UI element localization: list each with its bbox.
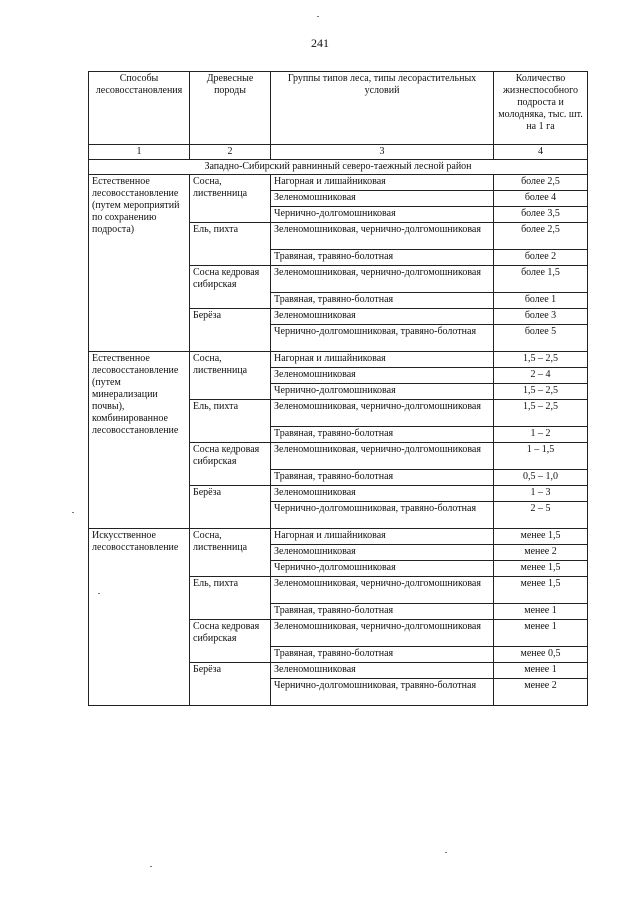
forest-type-cell: Зеленомошниковая bbox=[271, 663, 494, 679]
quantity-cell: менее 1 bbox=[494, 620, 588, 647]
species-cell: Сосна, лиственница bbox=[190, 175, 271, 223]
column-number: 1 bbox=[89, 145, 190, 160]
table-row bbox=[89, 352, 588, 368]
method-cell: Естественное лесовосстановление (путем мероприятий по сохранению подроста) bbox=[89, 175, 190, 352]
table-body bbox=[89, 175, 588, 706]
forest-type-cell: Нагорная и лишайниковая bbox=[271, 529, 494, 545]
quantity-cell: 1 – 1,5 bbox=[494, 443, 588, 470]
column-number: 4 bbox=[494, 145, 588, 160]
quantity-cell: более 4 bbox=[494, 191, 588, 207]
forest-type-cell: Травяная, травяно-болотная bbox=[271, 470, 494, 486]
region-row bbox=[89, 160, 588, 175]
forest-type-cell: Чернично-долгомошниковая, травяно-болотная bbox=[271, 502, 494, 529]
quantity-cell: менее 1,5 bbox=[494, 577, 588, 604]
forest-type-cell: Травяная, травяно-болотная bbox=[271, 647, 494, 663]
method-cell: Естественное лесовосстановление (путем минерализации почвы), комбинированное лесовосстановление bbox=[89, 352, 190, 529]
forest-type-cell: Зеленомошниковая, чернично-долгомошниковая bbox=[271, 620, 494, 647]
quantity-cell: 1,5 – 2,5 bbox=[494, 384, 588, 400]
table-header-row bbox=[89, 72, 588, 145]
quantity-cell: 2 – 5 bbox=[494, 502, 588, 529]
quantity-cell: более 2,5 bbox=[494, 175, 588, 191]
quantity-cell: менее 2 bbox=[494, 545, 588, 561]
species-cell: Ель, пихта bbox=[190, 577, 271, 620]
quantity-cell: более 2 bbox=[494, 250, 588, 266]
species-cell: Сосна, лиственница bbox=[190, 529, 271, 577]
forest-type-cell: Чернично-долгомошниковая, травяно-болотная bbox=[271, 325, 494, 352]
header-species: Древесные породы bbox=[190, 72, 271, 145]
forest-type-cell: Зеленомошниковая bbox=[271, 309, 494, 325]
quantity-cell: более 5 bbox=[494, 325, 588, 352]
quantity-cell: 2 – 4 bbox=[494, 368, 588, 384]
quantity-cell: менее 1 bbox=[494, 604, 588, 620]
forest-type-cell: Чернично-долгомошниковая bbox=[271, 207, 494, 223]
scan-speck bbox=[72, 512, 74, 513]
page-number: 241 bbox=[311, 36, 329, 50]
quantity-cell: 0,5 – 1,0 bbox=[494, 470, 588, 486]
forest-type-cell: Чернично-долгомошниковая bbox=[271, 384, 494, 400]
forest-type-cell: Зеленомошниковая bbox=[271, 545, 494, 561]
header-methods: Способы лесовосстановления bbox=[89, 72, 190, 145]
quantity-cell: 1,5 – 2,5 bbox=[494, 352, 588, 368]
quantity-cell: более 1,5 bbox=[494, 266, 588, 293]
forest-type-cell: Зеленомошниковая, чернично-долгомошниковая bbox=[271, 223, 494, 250]
quantity-cell: менее 1,5 bbox=[494, 529, 588, 545]
forest-type-cell: Травяная, травяно-болотная bbox=[271, 293, 494, 309]
header-forest-types: Группы типов леса, типы лесорастительных условий bbox=[271, 72, 494, 145]
quantity-cell: менее 2 bbox=[494, 679, 588, 706]
quantity-cell: 1,5 – 2,5 bbox=[494, 400, 588, 427]
method-cell: Искусственное лесовосстановление bbox=[89, 529, 190, 706]
quantity-cell: 1 – 2 bbox=[494, 427, 588, 443]
regeneration-table bbox=[88, 71, 588, 706]
forest-type-cell: Травяная, травяно-болотная bbox=[271, 427, 494, 443]
quantity-cell: менее 1 bbox=[494, 663, 588, 679]
column-number-row bbox=[89, 145, 588, 160]
forest-type-cell: Травяная, травяно-болотная bbox=[271, 604, 494, 620]
species-cell: Сосна, лиственница bbox=[190, 352, 271, 400]
forest-type-cell: Зеленомошниковая, чернично-долгомошниковая bbox=[271, 400, 494, 427]
table-row bbox=[89, 529, 588, 545]
quantity-cell: более 2,5 bbox=[494, 223, 588, 250]
quantity-cell: менее 0,5 bbox=[494, 647, 588, 663]
species-cell: Берёза bbox=[190, 663, 271, 706]
forest-type-cell: Нагорная и лишайниковая bbox=[271, 352, 494, 368]
species-cell: Сосна кедровая сибирская bbox=[190, 443, 271, 486]
quantity-cell: более 3,5 bbox=[494, 207, 588, 223]
scan-speck bbox=[317, 16, 319, 17]
species-cell: Сосна кедровая сибирская bbox=[190, 620, 271, 663]
region-title: Западно-Сибирский равнинный северо-таежный лесной район bbox=[89, 160, 588, 175]
table-row bbox=[89, 175, 588, 191]
forest-type-cell: Зеленомошниковая bbox=[271, 486, 494, 502]
forest-type-cell: Чернично-долгомошниковая bbox=[271, 561, 494, 577]
column-number: 2 bbox=[190, 145, 271, 160]
quantity-cell: более 1 bbox=[494, 293, 588, 309]
forest-type-cell: Зеленомошниковая, чернично-долгомошниковая bbox=[271, 266, 494, 293]
forest-type-cell: Нагорная и лишайниковая bbox=[271, 175, 494, 191]
species-cell: Берёза bbox=[190, 486, 271, 529]
forest-type-cell: Зеленомошниковая, чернично-долгомошниковая bbox=[271, 577, 494, 604]
forest-type-cell: Зеленомошниковая bbox=[271, 191, 494, 207]
species-cell: Берёза bbox=[190, 309, 271, 352]
header-quantity: Количество жизнеспособного подроста и молодняка, тыс. шт. на 1 га bbox=[494, 72, 588, 145]
species-cell: Ель, пихта bbox=[190, 400, 271, 443]
forest-type-cell: Зеленомошниковая, чернично-долгомошниковая bbox=[271, 443, 494, 470]
species-cell: Сосна кедровая сибирская bbox=[190, 266, 271, 309]
forest-type-cell: Травяная, травяно-болотная bbox=[271, 250, 494, 266]
scan-speck bbox=[445, 852, 447, 853]
quantity-cell: менее 1,5 bbox=[494, 561, 588, 577]
quantity-cell: 1 – 3 bbox=[494, 486, 588, 502]
scan-speck bbox=[150, 866, 152, 867]
forest-type-cell: Чернично-долгомошниковая, травяно-болотная bbox=[271, 679, 494, 706]
quantity-cell: более 3 bbox=[494, 309, 588, 325]
column-number: 3 bbox=[271, 145, 494, 160]
forest-type-cell: Зеленомошниковая bbox=[271, 368, 494, 384]
species-cell: Ель, пихта bbox=[190, 223, 271, 266]
